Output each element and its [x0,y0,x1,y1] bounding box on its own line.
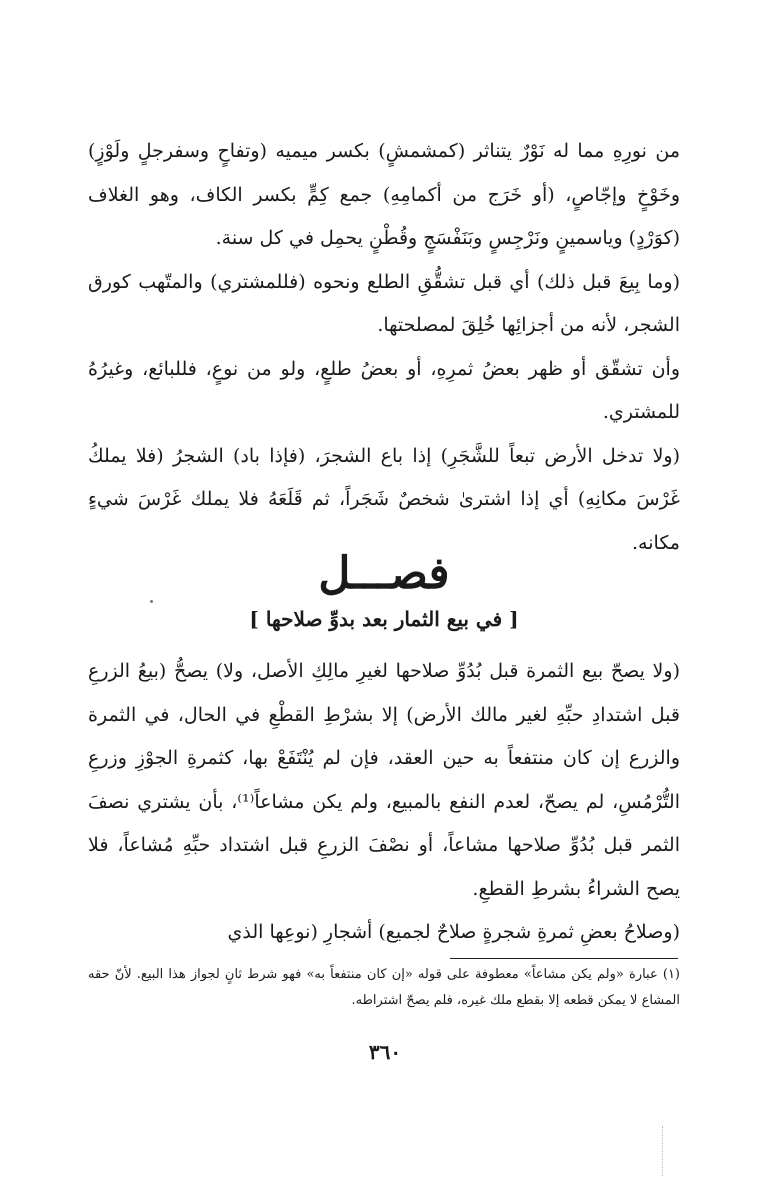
paragraph: (وصلاحُ بعضِ ثمرةِ شجرةٍ صلاحٌ لجميع) أشجارِ (نوعِها الذي [227,921,680,943]
paragraph: من نورِهِ مما له نَوْرٌ يتناثر (كمشمشٍ) بكسر ميميه (وتفاحٍ وسفرجلٍ ولَوْزٍ) وخَوْخٍ وإجّاصٍ، (أو خَرَج من أكمامِهِ) جمع كِمٍّ بكسر الكاف، وهو الغلاف (كوَرْدٍ) وياسمينٍ ونَرْجِسٍ وبَنَفْسَجٍ وقُطْنٍ يحمِل في كل سنة. [88,140,680,249]
page-number: ٣٦٠ [368,1040,402,1064]
section-heading [88,548,680,636]
footnote: (١) عبارة «ولم يكن مشاعاً» معطوفة على قوله «إن كان منتفعاً به» فهو شرط ثانٍ لجواز هذا البيع. لأنّ حقه المشاع لا يمكن قطعه إلا بقطع ملك غيره، فلم يصحّ اشتراطه. [88,967,680,1008]
section-title: فصـــل [318,548,450,599]
footnote-divider [450,958,678,959]
paragraph: وأن تشقّق أو ظهر بعضُ ثمرِهِ، أو بعضُ طلعٍ، ولو من نوعٍ، فللبائع، وغيرُهُ للمشتري. [88,357,680,423]
main-text-bottom [88,650,680,955]
main-text-top [88,130,680,565]
paragraph: (ولا يصحّ بيع الثمرة قبل بُدُوِّ صلاحها لغيرِ مالِكِ الأصل، ولا) يصحُّ (بيعُ الزرعِ قبل اشتدادِ حبِّهِ لغير مالك الأرض) إلا بشرْطِ القطْعِ في الحال، في الثمرة والزرع إن كان منتفعاً به حين العقد، فإن لم يُنْتَفَعْ بها، كثمرةِ الجوْزِ وزرعِ التُّرْمُسِ، لم يصحّ، لعدم النفع بالمبيع، ولم يكن مشاعاً⁽¹⁾، بأن يشتري نصفَ الثمر قبل بُدُوِّ صلاحها مشاعاً، أو نصْفَ الزرعِ قبل اشتداد حبِّهِ مُشاعاً، فلا يصح الشراءُ بشرطِ القطعِ. [88,660,680,900]
speck-mark [150,600,153,603]
paragraph: (وما بِيعَ قبل ذلك) أي قبل تشقُّقِ الطلع ونحوه (فللمشتري) والمتّهب كورق الشجر، لأنه من أجزائِها خُلِقَ لمصلحتها. [88,270,680,336]
page-edge-marks [662,1126,673,1176]
paragraph: (ولا تدخل الأرض تبعاً للشَّجَرِ) إذا باع الشجرَ، (فإذا باد) الشجرُ (فلا يملكُ غَرْسَ مكانِهِ) أي إذا اشترىٰ شخصٌ شَجَراً، ثم قَلَعَهُ فلا يملك غَرْسَ شيءٍ مكانه. [88,444,680,554]
section-subtitle: [ في بيع الثمار بعد بدوِّ صلاحها ] [249,607,519,631]
